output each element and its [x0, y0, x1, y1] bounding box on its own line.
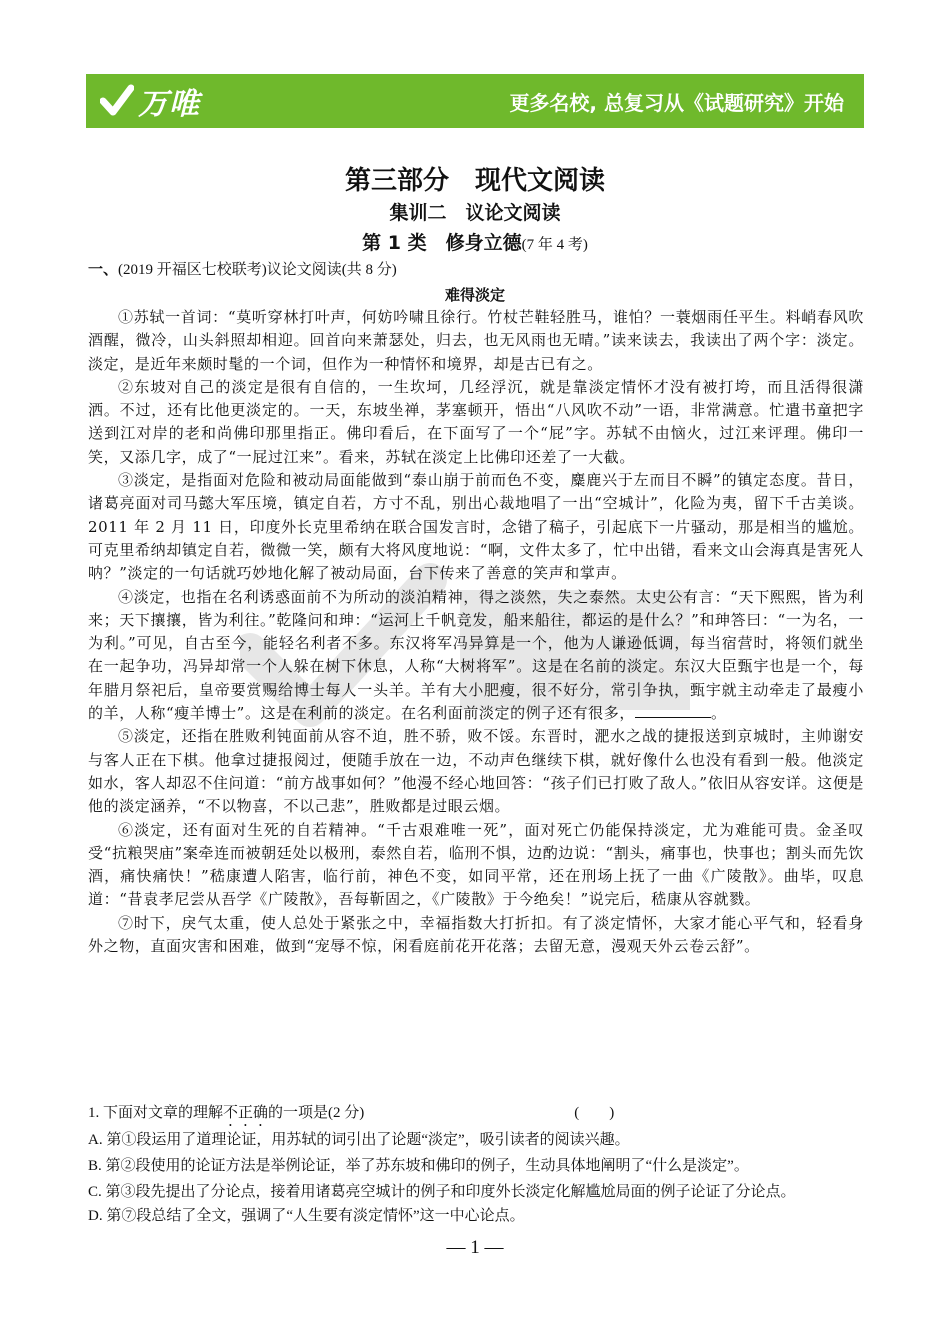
- answer-paren[interactable]: ( ): [574, 1105, 615, 1121]
- option-d: D. 第⑦段总结了全文，强调了“人生要有淡定情怀”这一中心论点。: [88, 1208, 525, 1224]
- option-c: C. 第③段先提出了分论点，接着用诸葛亮空城计的例子和印度外长淡定化解尴尬局面的例子论证了分论点。: [88, 1184, 796, 1200]
- section-source: (2019 开福区七校联考): [118, 262, 267, 278]
- paragraph-6: ⑥淡定，还有面对生死的自若精神。“千古艰难唯一死”，面对死亡仍能保持淡定，尤为难能可贵。金圣叹受“抗粮哭庙”案牵连而被朝廷处以极刑，泰然自若，临刑不惧，边酌边说：“割头，痛事也，快事也；割头而先饮酒，痛快痛快！”嵇康遭人陷害，临行前，神色不变，如同平常，还在刑场上抚了一曲《广陵散》。曲毕，叹息道：“昔袁孝尼尝从吾学《广陵散》，吾每靳固之，《广陵散》于今绝矣！”说完后，嵇康从容就戮。: [88, 820, 864, 909]
- question-stem-pre: 1. 下面对文章的理解: [88, 1105, 224, 1121]
- paragraph-4-text: ④淡定，也指在名利诱惑面前不为所动的淡泊精神，得之淡然，失之泰然。太史公有言：“天下熙熙，皆为利来；天下攘攘，皆为利往。”乾隆问和珅：“运河上千帆竞发，船来船往，都运的是什么？”和珅答曰：“一为名，一为利。”可见，自古至今，能轻名利者不多。东汉将军冯异算是一个，他为人谦逊低调，每当宿营时，将领们就坐在一起争功，冯异却常一个人躲在树下休息，人称“大树将军”。这是在名前的淡定。东汉大臣甄宇也是一个，每年腊月祭祀后，皇帝要赏赐给博士每人一头羊。羊有大小肥瘦，很不好分，常引争执，甄宇就主动牵走了最瘦小的羊，人称“瘦羊博士”。这是在利前的淡定。在名利面前淡定的例子还有很多，: [88, 587, 864, 723]
- wanwei-logo: [100, 80, 200, 122]
- answer-blank[interactable]: [635, 703, 711, 718]
- category-label: 第 1 类 修身立德: [362, 232, 522, 254]
- article-body: [88, 306, 864, 958]
- article-title: 难得淡定: [444, 286, 505, 304]
- paragraph-3: ③淡定，是指面对危险和被动局面能做到“泰山崩于前而色不变，麋鹿兴于左而目不瞬”的镇定态度。昔日，诸葛亮面对司马懿大军压境，镇定自若，方寸不乱，别出心裁地唱了一出“空城计”，化险为夷，留下千古美谈。2011 年 2 月 11 日，印度外长克里希纳在联合国发言时，念错了稿子，引起底下一片骚动，那是相当的尴尬。可克里希纳却镇定自若，微微一笑，颇有大将风度地说：“啊，文件太多了，忙中出错，看来文山会海真是害死人呐？”淡定的一句话就巧妙地化解了被动局面，台下传来了善意的笑声和掌声。: [88, 471, 864, 583]
- section-label: 议论文阅读: [266, 262, 342, 278]
- paragraph-7: ⑦时下，戾气太重，使人总处于紧张之中，幸福指数大打折扣。有了淡定情怀，大家才能心平气和，轻看身外之物，直面灾害和困难，做到“宠辱不惊，闲看庭前花开花落；去留无意，漫观天外云卷云舒”。: [88, 913, 864, 956]
- section-points: (共 8 分): [341, 262, 397, 278]
- paragraph-4: [88, 586, 864, 726]
- set-title: 集训二 议论文阅读: [389, 202, 561, 224]
- section-number: 一、: [88, 260, 119, 278]
- option-b: B. 第②段使用的论证方法是举例论证，举了苏东坡和佛印的例子，生动具体地阐明了“什么是淡定”。: [88, 1158, 749, 1174]
- checkmark-icon: [100, 84, 134, 118]
- section-heading: [88, 258, 397, 279]
- question-stem: [88, 1102, 864, 1130]
- logo-text: 万唯: [138, 87, 200, 122]
- header-banner: [86, 74, 864, 128]
- banner-slogan: 更多名校, 总复习从《试题研究》开始: [509, 91, 844, 115]
- question-stem-emphasis: 不正确: [223, 1105, 269, 1121]
- question-stem-post: 的一项是(2 分): [268, 1105, 365, 1121]
- paragraph-1: ①苏轼一首词：“莫听穿林打叶声，何妨吟啸且徐行。竹杖芒鞋轻胜马，谁怕？一蓑烟雨任平生。料峭春风吹酒醒，微冷，山头斜照却相迎。回首向来萧瑟处，归去，也无风雨也无晴。”读来读去，我读出了两个字：淡定。淡定，是近年来颇时髦的一个词，但作为一种情怀和境界，却是古已有之。: [88, 308, 864, 373]
- category-note: (7 年 4 考): [521, 237, 588, 253]
- paragraph-2: ②东坡对自己的淡定是很有自信的，一生坎坷，几经浮沉，就是靠淡定情怀才没有被打垮，而且活得很潇洒。不过，还有比他更淡定的。一天，东坡坐禅，茅塞顿开，悟出“八风吹不动”一语，非常满意。忙遣书童把字送到江对岸的老和尚佛印那里指正。佛印看后，在下面写了一个“屁”字。苏轼不由恼火，过江来评理。佛印一笑，又添几字，成了“一屁过江来”。看来，苏轼在淡定上比佛印还差了一大截。: [88, 377, 864, 466]
- paragraph-5: ⑤淡定，还指在胜败利钝面前从容不迫，胜不骄，败不馁。东晋时，淝水之战的捷报送到京城时，主帅谢安与客人正在下棋。他拿过捷报阅过，便随手放在一边，不动声色继续下棋，就好像什么也没有看到一般。他淡定如水，客人却忍不住问道：“前方战事如何？”他漫不经心地回答：“孩子们已打败了敌人。”依旧从容安详。这便是他的淡定涵养，“不以物喜，不以己悲”，胜败都是过眼云烟。: [88, 727, 864, 816]
- category-title: [0, 228, 950, 255]
- paragraph-4-tail: 。: [710, 704, 727, 723]
- option-a: A. 第①段运用了道理论证，用苏轼的词引出了论题“淡定”，吸引读者的阅读兴趣。: [88, 1132, 630, 1148]
- part-title: 第三部分 现代文阅读: [344, 166, 605, 196]
- page-number: — 1 —: [446, 1237, 504, 1258]
